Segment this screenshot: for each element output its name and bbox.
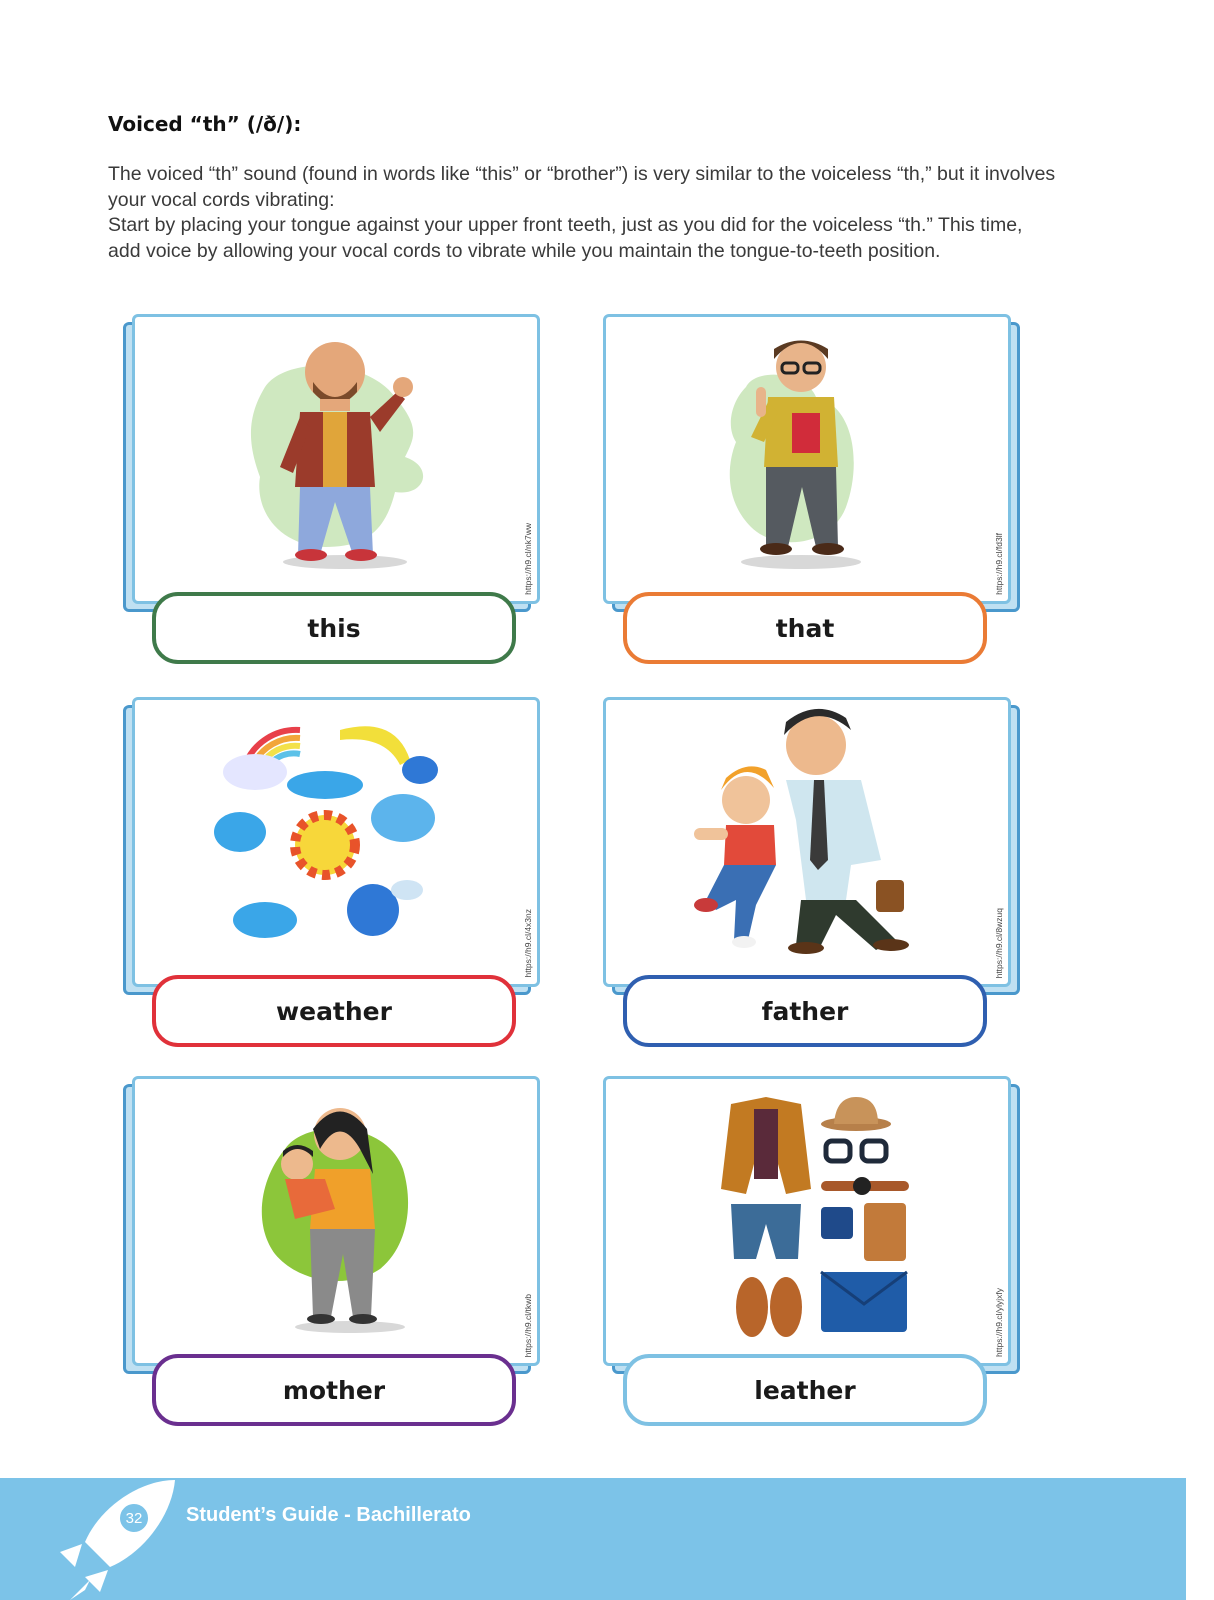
guide-title: Student’s Guide - Bachillerato	[186, 1504, 471, 1526]
flashcard-leather	[603, 1076, 1023, 1431]
father-and-son-icon	[606, 700, 1008, 984]
image-credit: https://h9.cl/nk7ww	[523, 523, 533, 595]
bald-man-waving-icon	[135, 317, 537, 601]
word-label: that	[623, 592, 987, 664]
man-with-glasses-holding-book-icon	[606, 317, 1008, 601]
card-image-frame	[132, 697, 540, 987]
word-label: leather	[623, 1354, 987, 1426]
flashcard-that	[603, 314, 1023, 669]
card-image-frame	[132, 1076, 540, 1366]
intro-paragraph: Start by placing your tongue against your upper front teeth, just as you did for the voiceless “th.” This time, add voice by allowing your vocal cords to vibrate while you maintain the tongue-to-teeth position.	[108, 214, 1023, 262]
card-image-frame	[603, 1076, 1011, 1366]
page-number: 32	[118, 1502, 150, 1534]
card-image-frame	[132, 314, 540, 604]
section-heading: Voiced “th” (/ð/):	[108, 112, 302, 136]
page-edge	[1186, 1478, 1214, 1600]
word-label: this	[152, 592, 516, 664]
mother-holding-child-icon	[135, 1079, 537, 1363]
card-image-frame	[603, 697, 1011, 987]
intro-text	[108, 162, 1058, 264]
leather-goods-icon	[606, 1079, 1008, 1363]
intro-paragraph: The voiced “th” sound (found in words like “this” or “brother”) is very similar to the voiceless “th,” but it involves your vocal cords vibrating:	[108, 163, 1056, 211]
rocket-icon	[40, 1472, 190, 1600]
image-credit: https://h9.cl/fd3lf	[994, 533, 1004, 595]
flashcard-mother	[132, 1076, 552, 1431]
page-footer	[0, 1478, 1186, 1600]
flashcard-this	[132, 314, 552, 669]
image-credit: https://h9.cl/4x3nz	[523, 909, 533, 978]
weather-clouds-sun-icon	[135, 700, 537, 984]
flashcard-weather	[132, 697, 552, 1052]
image-credit: https://h9.cl/8wzuq	[994, 907, 1004, 978]
card-image-frame	[603, 314, 1011, 604]
image-credit: https://h9.cl/tkwb	[523, 1293, 533, 1357]
word-label: mother	[152, 1354, 516, 1426]
flashcard-father	[603, 697, 1023, 1052]
word-label: father	[623, 975, 987, 1047]
word-label: weather	[152, 975, 516, 1047]
image-credit: https://h9.cl/ylyjxfy	[994, 1288, 1004, 1357]
